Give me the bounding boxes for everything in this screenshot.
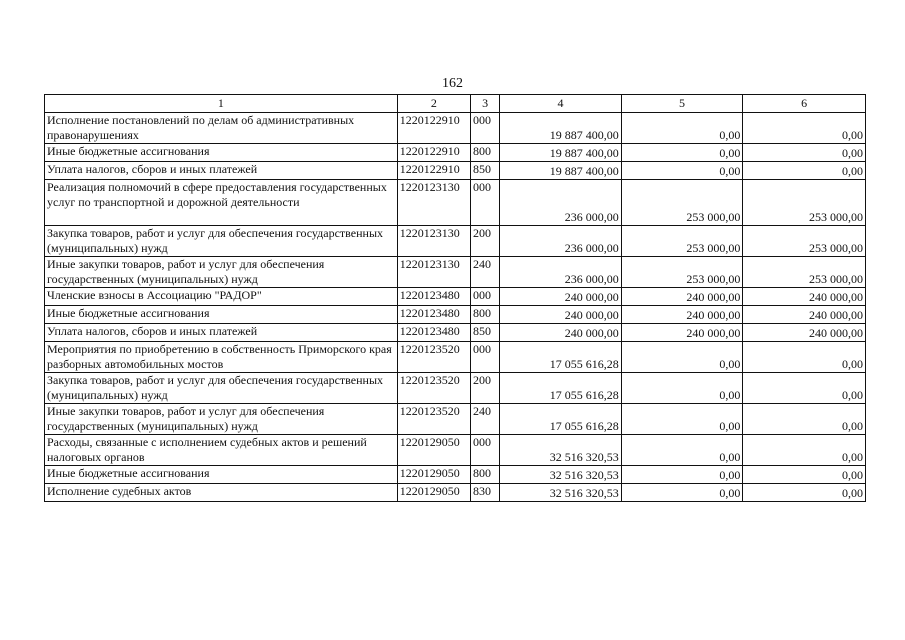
amount-col5-cell: 0,00 <box>621 342 743 373</box>
amount-col4-cell: 19 887 400,00 <box>500 144 622 162</box>
column-header: 4 <box>500 95 622 113</box>
target-article-code-cell: 1220123520 <box>397 342 470 373</box>
amount-col5-cell: 0,00 <box>621 162 743 180</box>
table-row <box>45 162 866 180</box>
amount-col4-cell: 32 516 320,53 <box>500 484 622 502</box>
column-header: 1 <box>45 95 398 113</box>
target-article-code-cell: 1220123130 <box>397 257 470 288</box>
amount-col4-cell: 17 055 616,28 <box>500 342 622 373</box>
target-article-code-cell: 1220123130 <box>397 226 470 257</box>
row-name-cell: Расходы, связанные с исполнением судебных актов и решений налоговых органов <box>45 435 398 466</box>
amount-col5-cell: 0,00 <box>621 144 743 162</box>
row-name-cell: Исполнение судебных актов <box>45 484 398 502</box>
expense-type-code-cell: 800 <box>471 144 500 162</box>
expense-type-code-cell: 240 <box>471 257 500 288</box>
table-row <box>45 373 866 404</box>
target-article-code-cell: 1220123480 <box>397 306 470 324</box>
table-header-row <box>45 95 866 113</box>
target-article-code-cell: 1220123520 <box>397 373 470 404</box>
amount-col4-cell: 236 000,00 <box>500 180 622 226</box>
column-header: 2 <box>397 95 470 113</box>
amount-col5-cell: 0,00 <box>621 484 743 502</box>
amount-col5-cell: 240 000,00 <box>621 324 743 342</box>
amount-col5-cell: 0,00 <box>621 113 743 144</box>
table-row <box>45 113 866 144</box>
expense-type-code-cell: 000 <box>471 288 500 306</box>
expense-type-code-cell: 800 <box>471 306 500 324</box>
column-header: 6 <box>743 95 866 113</box>
table-row <box>45 288 866 306</box>
amount-col4-cell: 17 055 616,28 <box>500 404 622 435</box>
amount-col5-cell: 253 000,00 <box>621 257 743 288</box>
table-row <box>45 404 866 435</box>
amount-col4-cell: 236 000,00 <box>500 257 622 288</box>
target-article-code-cell: 1220129050 <box>397 484 470 502</box>
target-article-code-cell: 1220123520 <box>397 404 470 435</box>
amount-col5-cell: 253 000,00 <box>621 226 743 257</box>
amount-col6-cell: 0,00 <box>743 435 866 466</box>
row-name-cell: Иные закупки товаров, работ и услуг для обеспечения государственных (муниципальных) нужд <box>45 404 398 435</box>
table-row <box>45 180 866 226</box>
row-name-cell: Иные бюджетные ассигнования <box>45 466 398 484</box>
table-row <box>45 144 866 162</box>
amount-col6-cell: 0,00 <box>743 144 866 162</box>
amount-col4-cell: 32 516 320,53 <box>500 466 622 484</box>
amount-col6-cell: 0,00 <box>743 113 866 144</box>
amount-col5-cell: 240 000,00 <box>621 288 743 306</box>
amount-col4-cell: 19 887 400,00 <box>500 113 622 144</box>
amount-col4-cell: 19 887 400,00 <box>500 162 622 180</box>
target-article-code-cell: 1220123480 <box>397 288 470 306</box>
amount-col4-cell: 32 516 320,53 <box>500 435 622 466</box>
target-article-code-cell: 1220123480 <box>397 324 470 342</box>
row-name-cell: Закупка товаров, работ и услуг для обеспечения государственных (муниципальных) нужд <box>45 373 398 404</box>
amount-col4-cell: 240 000,00 <box>500 324 622 342</box>
amount-col4-cell: 240 000,00 <box>500 306 622 324</box>
amount-col5-cell: 0,00 <box>621 466 743 484</box>
table-row <box>45 342 866 373</box>
amount-col6-cell: 240 000,00 <box>743 324 866 342</box>
amount-col5-cell: 0,00 <box>621 404 743 435</box>
amount-col4-cell: 236 000,00 <box>500 226 622 257</box>
amount-col4-cell: 17 055 616,28 <box>500 373 622 404</box>
page-number: 162 <box>442 76 463 91</box>
amount-col6-cell: 0,00 <box>743 404 866 435</box>
expense-type-code-cell: 200 <box>471 373 500 404</box>
amount-col6-cell: 0,00 <box>743 162 866 180</box>
expense-type-code-cell: 830 <box>471 484 500 502</box>
amount-col4-cell: 240 000,00 <box>500 288 622 306</box>
column-header: 3 <box>471 95 500 113</box>
amount-col5-cell: 240 000,00 <box>621 306 743 324</box>
row-name-cell: Уплата налогов, сборов и иных платежей <box>45 162 398 180</box>
expense-type-code-cell: 000 <box>471 342 500 373</box>
amount-col6-cell: 253 000,00 <box>743 180 866 226</box>
expense-type-code-cell: 000 <box>471 435 500 466</box>
expense-type-code-cell: 800 <box>471 466 500 484</box>
row-name-cell: Иные бюджетные ассигнования <box>45 306 398 324</box>
amount-col6-cell: 0,00 <box>743 342 866 373</box>
amount-col6-cell: 0,00 <box>743 373 866 404</box>
amount-col5-cell: 0,00 <box>621 435 743 466</box>
row-name-cell: Мероприятия по приобретению в собственность Приморского края разборных автомобильных мостов <box>45 342 398 373</box>
amount-col6-cell: 253 000,00 <box>743 257 866 288</box>
row-name-cell: Иные закупки товаров, работ и услуг для обеспечения государственных (муниципальных) нужд <box>45 257 398 288</box>
expense-type-code-cell: 000 <box>471 113 500 144</box>
table-row <box>45 257 866 288</box>
table-row <box>45 466 866 484</box>
row-name-cell: Исполнение постановлений по делам об административных правонарушениях <box>45 113 398 144</box>
amount-col6-cell: 253 000,00 <box>743 226 866 257</box>
amount-col6-cell: 0,00 <box>743 484 866 502</box>
target-article-code-cell: 1220122910 <box>397 113 470 144</box>
row-name-cell: Членские взносы в Ассоциацию "РАДОР" <box>45 288 398 306</box>
table-body <box>45 113 866 502</box>
table-row <box>45 324 866 342</box>
expense-type-code-cell: 850 <box>471 324 500 342</box>
table-row <box>45 306 866 324</box>
expense-type-code-cell: 850 <box>471 162 500 180</box>
expense-type-code-cell: 240 <box>471 404 500 435</box>
target-article-code-cell: 1220122910 <box>397 162 470 180</box>
amount-col5-cell: 253 000,00 <box>621 180 743 226</box>
amount-col6-cell: 240 000,00 <box>743 306 866 324</box>
row-name-cell: Иные бюджетные ассигнования <box>45 144 398 162</box>
amount-col6-cell: 240 000,00 <box>743 288 866 306</box>
row-name-cell: Закупка товаров, работ и услуг для обеспечения государственных (муниципальных) нужд <box>45 226 398 257</box>
table-row <box>45 435 866 466</box>
table-row <box>45 484 866 502</box>
budget-table <box>44 94 866 502</box>
target-article-code-cell: 1220129050 <box>397 435 470 466</box>
expense-type-code-cell: 200 <box>471 226 500 257</box>
amount-col6-cell: 0,00 <box>743 466 866 484</box>
column-header: 5 <box>621 95 743 113</box>
amount-col5-cell: 0,00 <box>621 373 743 404</box>
expense-type-code-cell: 000 <box>471 180 500 226</box>
row-name-cell: Уплата налогов, сборов и иных платежей <box>45 324 398 342</box>
row-name-cell: Реализация полномочий в сфере предоставления государственных услуг по транспортной и дорожной деятельности <box>45 180 398 226</box>
target-article-code-cell: 1220122910 <box>397 144 470 162</box>
table-row <box>45 226 866 257</box>
target-article-code-cell: 1220123130 <box>397 180 470 226</box>
target-article-code-cell: 1220129050 <box>397 466 470 484</box>
